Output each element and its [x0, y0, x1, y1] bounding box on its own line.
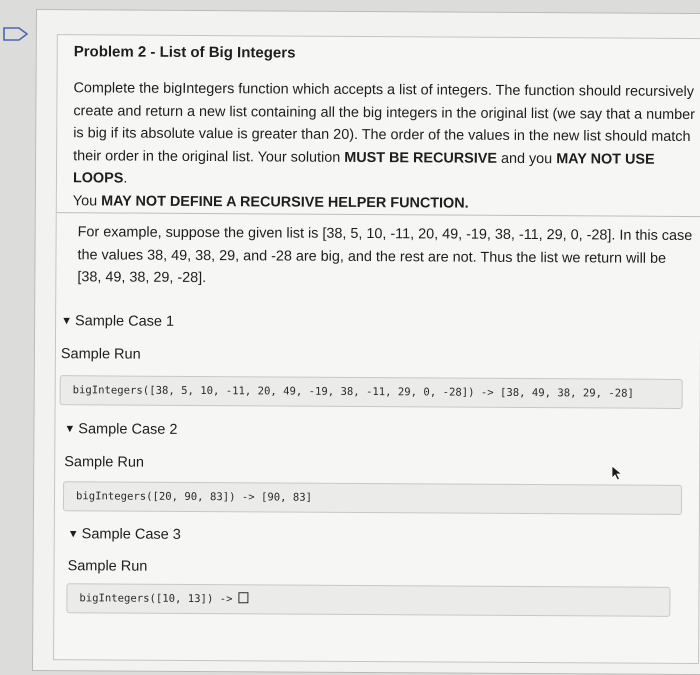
requirement-no-helper: MAY NOT DEFINE A RECURSIVE HELPER FUNCTION.: [101, 192, 469, 212]
description-text: Complete the bigIntegers function which accepts a list of integers. The function should recursively create and return a new list containing all the big integers in the original list (we say that a number is big if its absolute value is greater than 20). The order of the values in the new list should match their order in the original list. Your solution: [73, 80, 695, 166]
sample-case-2-code: bigIntegers([20, 90, 83]) -> [90, 83]: [63, 481, 682, 515]
triangle-down-icon: ▼: [64, 423, 76, 436]
sample-case-3-toggle[interactable]: [68, 526, 181, 543]
description-text: .: [123, 170, 128, 187]
problem-card: [32, 9, 700, 675]
sample-case-1-heading: Sample Case 1: [74, 313, 175, 330]
sample-run-label: Sample Run: [67, 558, 148, 575]
sample-case-3-code: [66, 583, 670, 617]
sample-case-3-heading: Sample Case 3: [81, 526, 181, 543]
sample-case-2-heading: Sample Case 2: [78, 421, 178, 438]
requirement-recursive: MUST BE RECURSIVE: [344, 149, 498, 167]
sample-run-label: Sample Run: [60, 346, 141, 363]
code-text: bigIntegers([10, 13]) ->: [79, 592, 239, 606]
sample-case-2-toggle[interactable]: [64, 421, 177, 438]
problem-panel: [53, 34, 700, 664]
requirement-no-loops: MAY NOT USE LOOPS: [72, 150, 655, 187]
sample-case-1-code: bigIntegers([38, 5, 10, -11, 20, 49, -19, 38, -11, 29, 0, -28]) -> [38, 49, 38, 29, -28]: [60, 375, 683, 409]
description-text: You: [72, 192, 102, 209]
sample-case-1-toggle[interactable]: [61, 313, 174, 330]
problem-description: [73, 77, 699, 216]
problem-title: Problem 2 - List of Big Integers: [73, 43, 296, 62]
example-text: For example, suppose the given list is [38, 5, 10, -11, 20, 49, -19, 38, -11, 29, 0, -28]. In this case the values 38, 49, 38, 29, and -28 are big, and the rest are not. Thus the list we return will be [38, 49, 38, 29, -28].: [77, 224, 693, 287]
sample-run-label: Sample Run: [64, 454, 145, 471]
triangle-down-icon: ▼: [61, 315, 73, 328]
empty-box-glyph: [239, 592, 249, 603]
tag-outline-icon: [3, 27, 29, 41]
mouse-pointer-icon: [611, 465, 623, 481]
description-text: and you: [496, 150, 557, 167]
triangle-down-icon: ▼: [67, 528, 79, 541]
